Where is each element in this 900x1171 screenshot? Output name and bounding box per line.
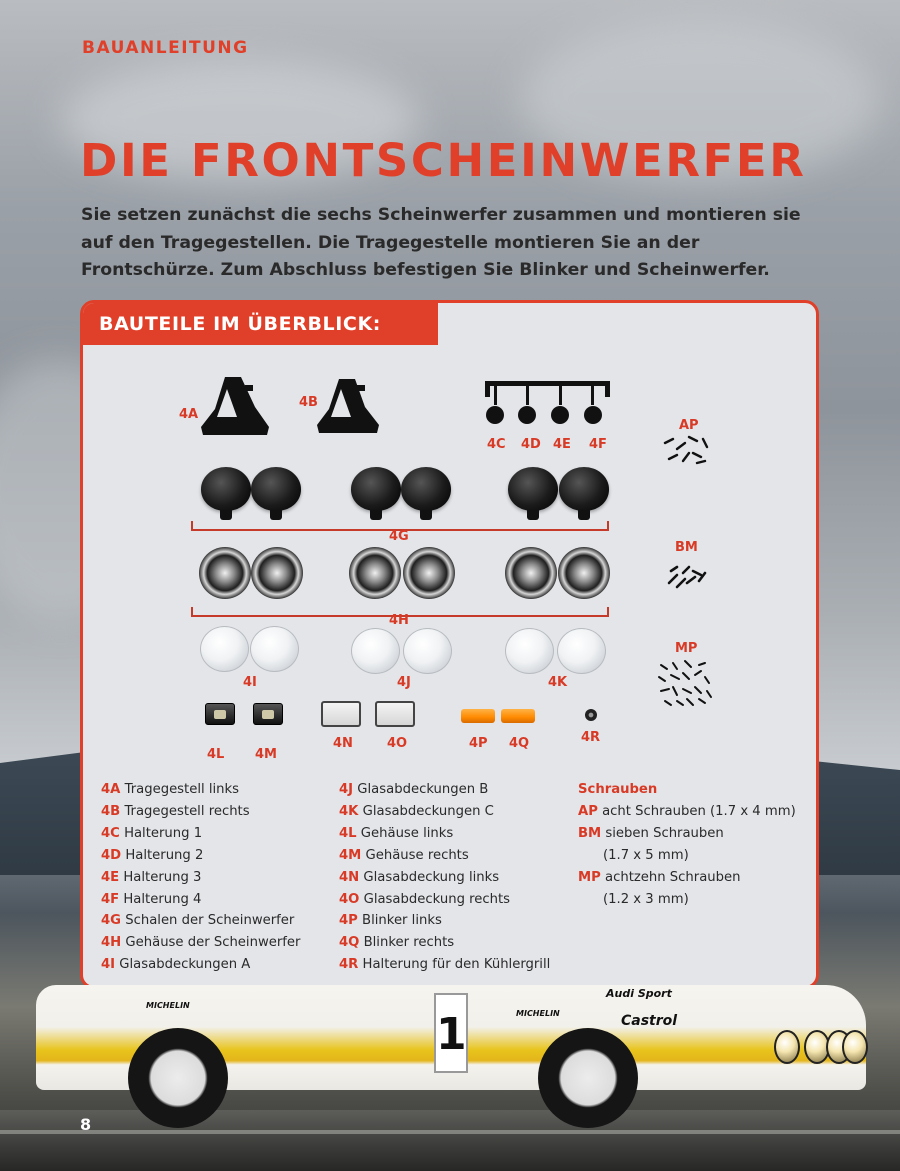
- frame-left-part: [197, 373, 273, 439]
- car-wheel: [128, 1028, 228, 1128]
- legend-item: AP acht Schrauben (1.7 x 4 mm): [578, 803, 796, 819]
- legend-item: 4C Halterung 1: [101, 825, 203, 841]
- legend-item-size: (1.7 x 5 mm): [603, 847, 689, 863]
- legend-item: 4A Tragegestell links: [101, 782, 240, 797]
- label-4q: 4Q: [509, 736, 530, 751]
- lamp-housing-part: [505, 547, 557, 599]
- lens-right-part: [375, 701, 415, 727]
- frame-right-part: [313, 375, 383, 437]
- sponsor-decal: Audi Sport: [606, 987, 672, 1000]
- intro-text: Sie setzen zunächst die sechs Scheinwerfer zusammen und montieren sie auf den Tragegestellen. Die Tragegestelle montieren Sie an der Frontschürze. Zum Abschluss befestigen Sie Blinker und Scheinwerfer.: [81, 205, 801, 280]
- glass-cover-part: [403, 628, 452, 674]
- page-number: 8: [80, 1115, 92, 1134]
- label-4n: 4N: [333, 736, 353, 751]
- legend-column-2: [339, 779, 550, 976]
- legend-screws: [578, 779, 796, 910]
- housing-right-part: [253, 703, 283, 725]
- grill-mount-part: [585, 709, 597, 721]
- glass-cover-part: [557, 628, 606, 674]
- legend-item: 4O Glasabdeckung rechts: [339, 891, 511, 907]
- section-kicker: BAUANLEITUNG: [82, 38, 249, 58]
- legend-item: 4F Halterung 4: [101, 891, 202, 907]
- label-4e: 4E: [553, 437, 571, 452]
- legend-item: 4M Gehäuse rechts: [339, 847, 469, 863]
- label-4d: 4D: [521, 437, 541, 452]
- legend-item: 4Q Blinker rechts: [339, 935, 455, 951]
- legend-item: 4R Halterung für den Kühlergrill: [339, 957, 551, 973]
- lamp-housing-part: [403, 547, 455, 599]
- glass-cover-part: [250, 626, 299, 672]
- lamp-cup-part: [401, 467, 451, 511]
- screws-mp-part: [655, 659, 715, 709]
- glass-cover-part: [200, 626, 249, 672]
- label-4r: 4R: [581, 730, 601, 745]
- lamp-housing-part: [558, 547, 610, 599]
- mount-sprue-part: [483, 379, 613, 435]
- label-4h: 4H: [389, 613, 409, 628]
- legend-item: MP achtzehn Schrauben: [578, 869, 741, 885]
- lamp-cup-part: [251, 467, 301, 511]
- label-4o: 4O: [387, 736, 408, 751]
- lens-left-part: [321, 701, 361, 727]
- label-4m: 4M: [255, 747, 277, 762]
- sponsor-decal: Castrol: [621, 1013, 678, 1029]
- legend-item: 4G Schalen der Scheinwerfer: [101, 913, 295, 929]
- label-4g: 4G: [389, 529, 409, 544]
- lamp-housing-part: [251, 547, 303, 599]
- label-4c: 4C: [487, 437, 506, 452]
- sponsor-decal: MICHELIN: [516, 1009, 560, 1018]
- rally-car-image: [36, 985, 866, 1110]
- car-headlight: [774, 1030, 800, 1064]
- legend-item: 4L Gehäuse links: [339, 825, 454, 841]
- panel-title: BAUTEILE IM ÜBERBLICK:: [99, 313, 381, 335]
- glass-cover-part: [351, 628, 400, 674]
- screws-heading: Schrauben: [578, 782, 658, 797]
- legend-item: 4H Gehäuse der Scheinwerfer: [101, 935, 301, 951]
- label-4p: 4P: [469, 736, 488, 751]
- legend-item: BM sieben Schrauben: [578, 825, 724, 841]
- legend-item: 4P Blinker links: [339, 913, 442, 929]
- blinker-left-part: [461, 709, 495, 723]
- blinker-right-part: [501, 709, 535, 723]
- label-4k: 4K: [548, 675, 568, 690]
- panel-header: [83, 303, 438, 345]
- label-4j: 4J: [397, 675, 411, 690]
- screws-ap-part: [659, 431, 713, 469]
- screws-bm-part: [665, 563, 709, 591]
- sponsor-decal: MICHELIN: [146, 1001, 190, 1010]
- car-start-number: 1: [434, 993, 468, 1073]
- label-4l: 4L: [207, 747, 225, 762]
- label-mp: MP: [675, 641, 698, 656]
- legend-item: 4B Tragegestell rechts: [101, 803, 250, 819]
- housing-left-part: [205, 703, 235, 725]
- legend-item-size: (1.2 x 3 mm): [603, 891, 689, 907]
- legend-item: 4D Halterung 2: [101, 847, 204, 863]
- label-4a: 4A: [179, 407, 199, 422]
- lamp-housing-part: [349, 547, 401, 599]
- label-ap: AP: [679, 418, 699, 433]
- lamp-housing-part: [199, 547, 251, 599]
- car-headlight: [842, 1030, 868, 1064]
- label-4f: 4F: [589, 437, 607, 452]
- road-line: [0, 1130, 900, 1134]
- legend-item: 4J Glasabdeckungen B: [339, 782, 489, 797]
- page-title: DIE FRONTSCHEINWERFER: [80, 134, 807, 187]
- glass-cover-part: [505, 628, 554, 674]
- label-bm: BM: [675, 540, 698, 555]
- legend-column-1: [101, 779, 300, 976]
- lamp-cup-part: [508, 467, 558, 511]
- road: [0, 1110, 900, 1171]
- label-4i: 4I: [243, 675, 257, 690]
- label-4b: 4B: [299, 395, 318, 410]
- legend-item: 4E Halterung 3: [101, 869, 202, 885]
- legend-item: 4N Glasabdeckung links: [339, 869, 500, 885]
- legend-item: 4K Glasabdeckungen C: [339, 803, 494, 819]
- lamp-cup-part: [559, 467, 609, 511]
- lamp-cup-part: [351, 467, 401, 511]
- legend-item: 4I Glasabdeckungen A: [101, 957, 251, 973]
- lamp-cup-part: [201, 467, 251, 511]
- parts-overview-panel: [80, 300, 819, 989]
- car-wheel: [538, 1028, 638, 1128]
